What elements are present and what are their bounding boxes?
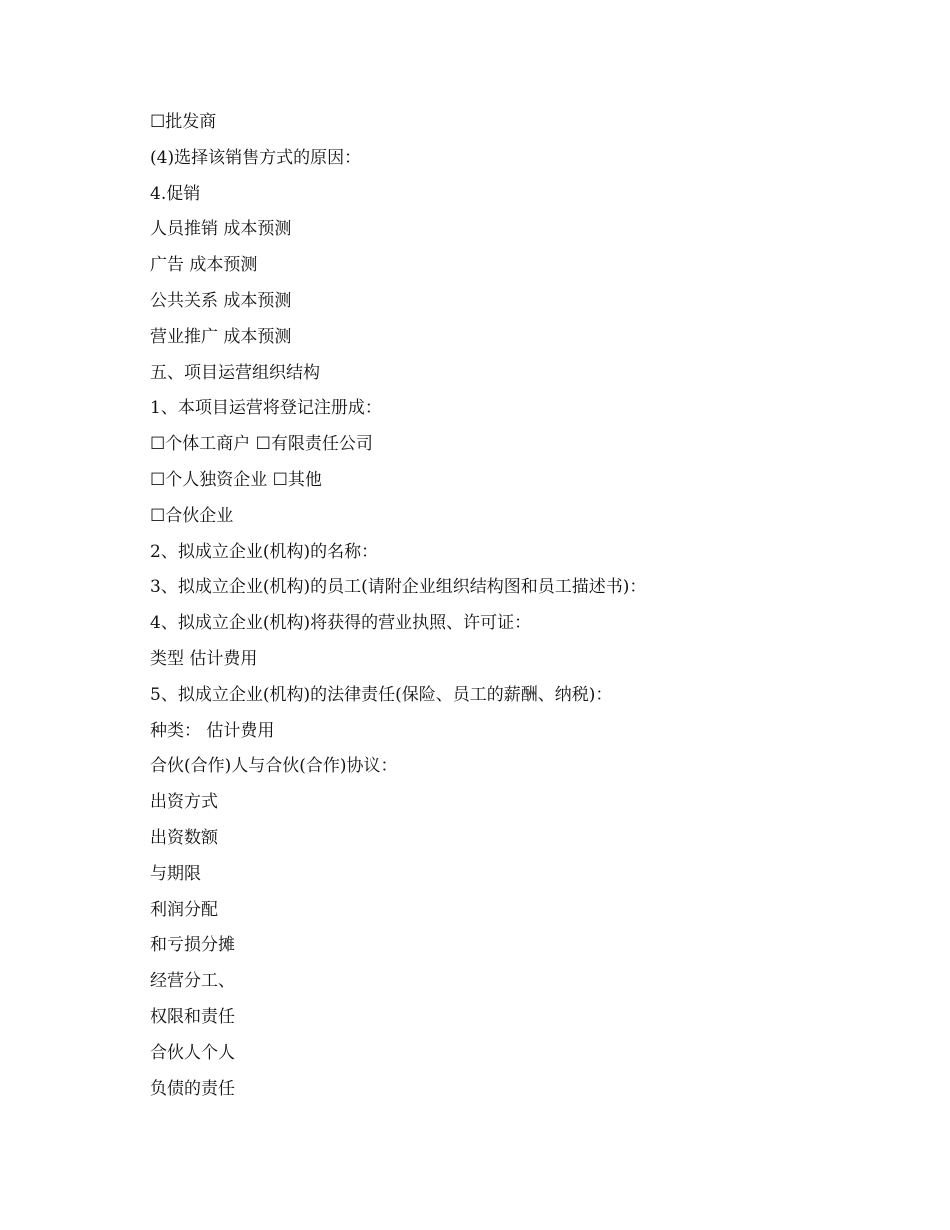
agreement-item: 利润分配 bbox=[150, 899, 218, 920]
option-individual-business-llc: ☐个体工商户 ☐有限责任公司 bbox=[150, 434, 373, 455]
agreement-item: 合伙人个人 bbox=[150, 1042, 235, 1063]
sales-method-reason: (4)选择该销售方式的原因： bbox=[150, 147, 362, 168]
agreement-item: 与期限 bbox=[150, 863, 201, 884]
advertising-cost: 广告 成本预测 bbox=[150, 255, 258, 276]
section-promotion-heading: 4.促销 bbox=[150, 183, 201, 204]
section-organization-heading: 五、项目运营组织结构 bbox=[150, 362, 320, 383]
agreement-item: 出资方式 bbox=[150, 792, 218, 813]
agreement-item: 出资数额 bbox=[150, 827, 218, 848]
agreement-item: 负债的责任 bbox=[150, 1078, 235, 1099]
company-name-question: 2、拟成立企业(机构)的名称： bbox=[150, 541, 379, 562]
liability-type-cost: 种类： 估计费用 bbox=[150, 720, 275, 741]
licenses-question: 4、拟成立企业(机构)将获得的营业执照、许可证： bbox=[150, 613, 532, 634]
registration-type-question: 1、本项目运营将登记注册成： bbox=[150, 398, 382, 419]
personal-selling-cost: 人员推销 成本预测 bbox=[150, 219, 292, 240]
sales-promotion-cost: 营业推广 成本预测 bbox=[150, 326, 292, 347]
agreement-item: 经营分工、 bbox=[150, 971, 235, 992]
partnership-agreement-heading: 合伙(合作)人与合伙(合作)协议： bbox=[150, 756, 398, 777]
option-sole-proprietorship-other: ☐个人独资企业 ☐其他 bbox=[150, 469, 322, 490]
employees-question: 3、拟成立企业(机构)的员工(请附企业组织结构图和员工描述书)： bbox=[150, 577, 647, 598]
document-body bbox=[150, 105, 870, 1107]
option-partnership: ☐合伙企业 bbox=[150, 505, 234, 526]
license-type-cost: 类型 估计费用 bbox=[150, 648, 258, 669]
agreement-item: 权限和责任 bbox=[150, 1006, 235, 1027]
option-wholesaler: ☐批发商 bbox=[150, 112, 217, 132]
public-relations-cost: 公共关系 成本预测 bbox=[150, 290, 292, 311]
agreement-item: 和亏损分摊 bbox=[150, 935, 235, 956]
legal-liability-question: 5、拟成立企业(机构)的法律责任(保险、员工的薪酬、纳税)： bbox=[150, 684, 613, 705]
